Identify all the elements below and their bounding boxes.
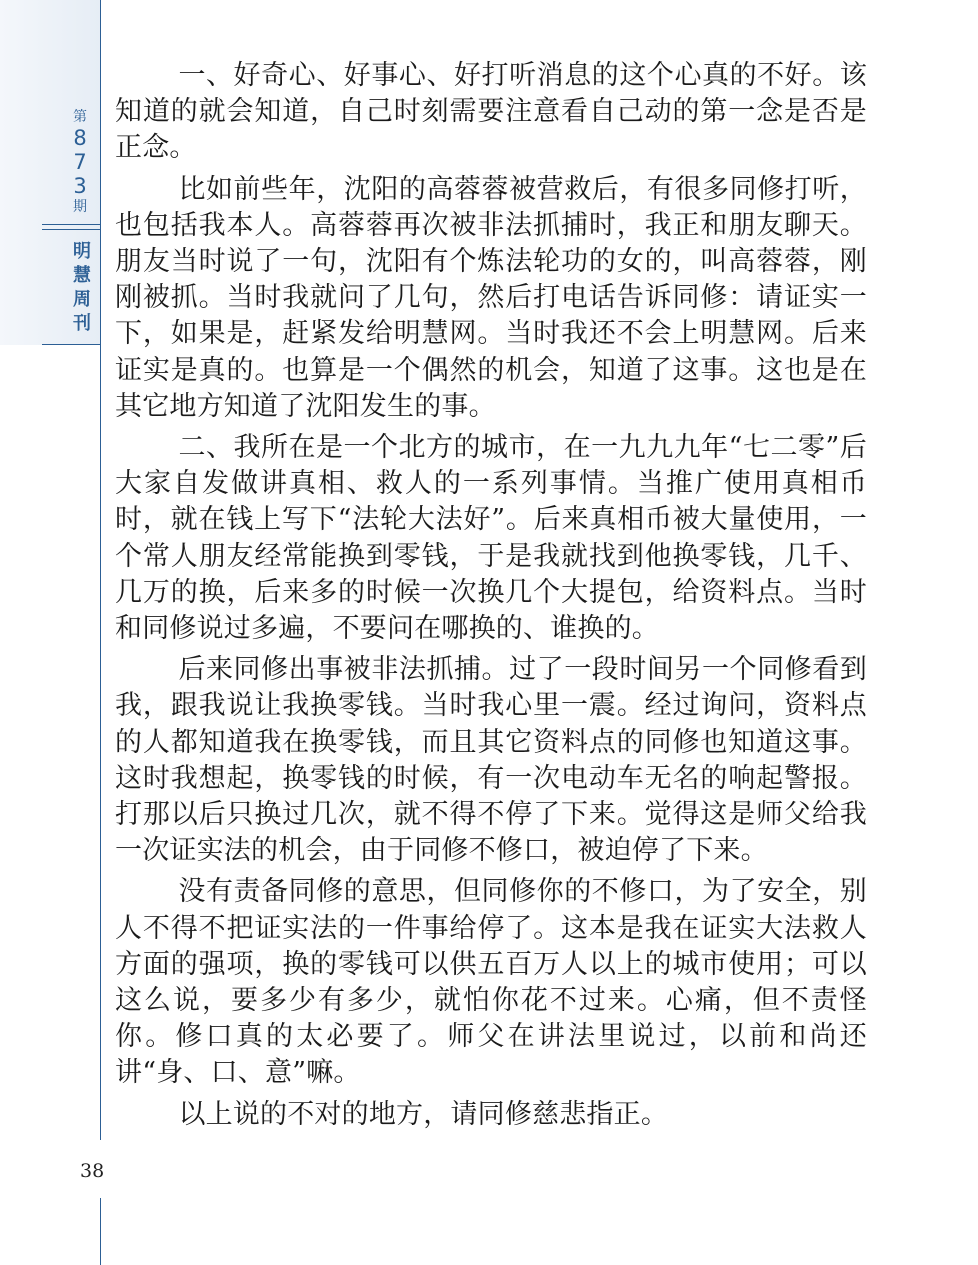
- sidebar-divider-bottom: [100, 1198, 101, 1265]
- publication-char: 刊: [73, 313, 91, 334]
- issue-rule-top: [42, 224, 100, 225]
- issue-number: [60, 108, 100, 216]
- article-body: [115, 58, 867, 1138]
- publication-char: 慧: [73, 265, 91, 286]
- sidebar: [0, 0, 100, 1265]
- issue-digit: 8: [73, 126, 87, 150]
- issue-suffix: 期: [73, 199, 87, 215]
- publication-name: [66, 240, 98, 336]
- paragraph: 一、好奇心、好事心、好打听消息的这个心真的不好。该知道的就会知道，自己时刻需要注意看自己动的第一念是否是正念。: [115, 60, 867, 164]
- page-number: 38: [80, 1160, 105, 1182]
- issue-rule-bottom: [42, 229, 100, 230]
- paragraph: 二、我所在是一个北方的城市，在一九九九年“七二零”后大家自发做讲真相、救人的一系列事情。当推广使用真相币时，就在钱上写下“法轮大法好”。后来真相币被大量使用，一个常人朋友经常能换到零钱，于是我就找到他换零钱，几千、几万的换，后来多的时候一次换几个大提包，给资料点。当时和同修说过多遍，不要问在哪换的、谁换的。: [115, 432, 867, 645]
- publication-rule: [42, 344, 100, 345]
- publication-char: 周: [73, 289, 91, 310]
- paragraph: 比如前些年，沈阳的高蓉蓉被营救后，有很多同修打听，也包括我本人。高蓉蓉再次被非法抓捕时，我正和朋友聊天。朋友当时说了一句，沈阳有个炼法轮功的女的，叫高蓉蓉，刚刚被抓。当时我就问了几句，然后打电话告诉同修：请证实一下，如果是，赶紧发给明慧网。当时我还不会上明慧网。后来证实是真的。也算是一个偶然的机会，知道了这事。这也是在其它地方知道了沈阳发生的事。: [115, 173, 867, 422]
- paragraph: 以上说的不对的地方，请同修慈悲指正。: [178, 1098, 669, 1130]
- issue-prefix: 第: [73, 109, 87, 125]
- paragraph: 后来同修出事被非法抓捕。过了一段时间另一个同修看到我，跟我说让我换零钱。当时我心里一震。经过询问，资料点的人都知道我在换零钱，而且其它资料点的同修也知道这事。这时我想起，换零钱的时候，有一次电动车无名的响起警报。打那以后只换过几次，就不得不停了下来。觉得这是师父给我一次证实法的机会，由于同修不修口，被迫停了下来。: [115, 654, 867, 867]
- paragraph: 没有责备同修的意思，但同修你的不修口，为了安全，别人不得不把证实法的一件事给停了。这本是我在证实大法救人方面的强项，换的零钱可以供五百万人以上的城市使用；可以这么说，要多少有多少，就怕你花不过来。心痛，但不责怪你。修口真的太必要了。师父在讲法里说过，以前和尚还讲“身、口、意”嘛。: [115, 876, 867, 1089]
- sidebar-divider: [100, 0, 101, 1140]
- issue-digit: 7: [73, 150, 87, 174]
- issue-digit: 3: [73, 174, 87, 198]
- publication-char: 明: [73, 241, 91, 262]
